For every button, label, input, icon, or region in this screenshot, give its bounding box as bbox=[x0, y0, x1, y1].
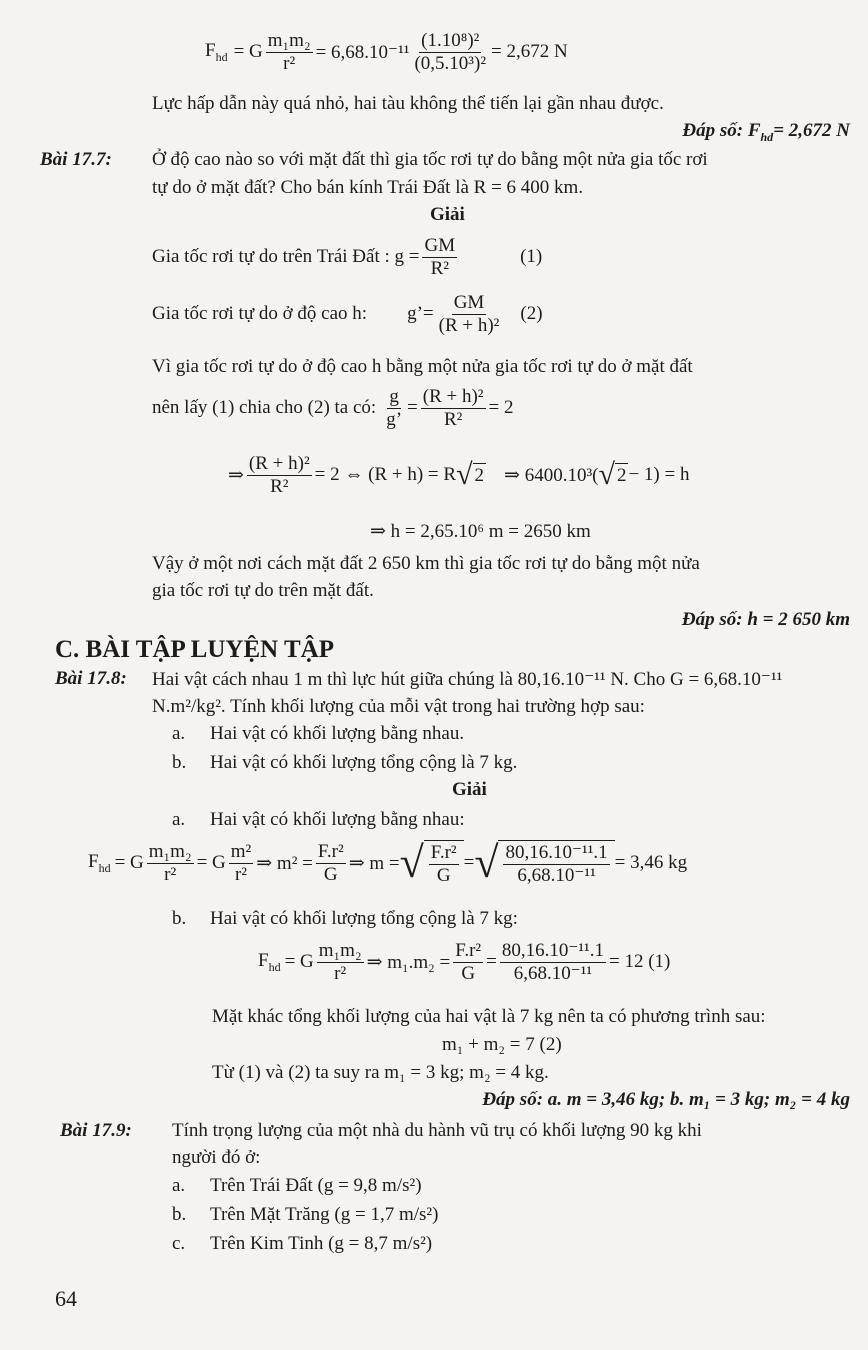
answer-17-7: Đáp số: h = 2 650 km bbox=[681, 609, 850, 630]
height-result: ⇒ h = 2,65.10⁶ m = 2650 km bbox=[370, 521, 591, 542]
equal-mass-eq: $F_{hd}$ = G $\frac{\text{m₁m₂}}{\text{r²}}$ = G $\frac{\text{m²}}{\text{r²}}$ ⇒ m² = $\frac{\text{F.r²}}{G}$ ⇒ m = √ $\frac{\text{F.r²}}{G}$ = √ $\frac{\text{80,16.10⁻¹¹.1}}{\text{6,68.10⁻¹¹}}$ = 3,46 kg bbox=[88, 838, 688, 888]
list-item-c-key: c. bbox=[172, 1233, 186, 1254]
list-item-c-text: Trên Kim Tinh (g = 8,7 m/s²) bbox=[210, 1233, 433, 1254]
conclusion-17-7-line1: Vậy ở một nơi cách mặt đất 2 650 km thì gia tốc rơi tự do bằng một nửa bbox=[152, 553, 700, 574]
list-item-b-text: Trên Mặt Trăng (g = 1,7 m/s²) bbox=[210, 1204, 439, 1225]
problem-text-17-8-line2: N.m²/kg². Tính khối lượng của mỗi vật trong hai trường hợp sau: bbox=[152, 696, 645, 717]
problem-text-17-8-line1: Hai vật cách nhau 1 m thì lực hút giữa chúng là 80,16.10⁻¹¹ N. Cho G = 6,68.10⁻¹¹ bbox=[152, 669, 783, 690]
item-text-b: Hai vật có khối lượng tổng cộng là 7 kg. bbox=[210, 752, 518, 773]
item-text-a: Hai vật có khối lượng bằng nhau. bbox=[210, 723, 465, 744]
solution-heading: Giải bbox=[430, 204, 465, 225]
problem-label-17-8: Bài 17.8: bbox=[55, 668, 127, 689]
result-value: = 2,672 N bbox=[491, 41, 568, 63]
total-mass-eq: $F_{hd}$ = G $\frac{\text{m₁m₂}}{\text{r²}}$ ⇒ m₁.m₂ = $\frac{\text{F.r²}}{G}$ = $\frac{\text{80,16.10⁻¹¹.1}}{\text{6,68.10⁻¹¹}}$ = 12 (1) bbox=[258, 940, 671, 984]
list-item-a-key: a. bbox=[172, 1175, 186, 1196]
top-equation bbox=[205, 30, 568, 75]
gravity-surface-eq: Gia tốc rơi tự do trên Trái Đất : g = $\frac{GM}{\text{R²}}$ (1) bbox=[152, 235, 543, 279]
solution-label-a: a. bbox=[172, 809, 186, 830]
value-fraction: $\frac{\text{(1.10⁸)²}}{\text{(0,5.10³)²}}$ bbox=[414, 30, 487, 74]
conclusion-17-7-line2: gia tốc rơi tự do trên mặt đất. bbox=[152, 580, 374, 601]
g-constant: = G bbox=[233, 41, 263, 63]
problem-label-17-7: Bài 17.7: bbox=[40, 149, 112, 170]
conclusion-line: Lực hấp dẫn này quá nhỏ, hai tàu không thể tiến lại gần nhau được. bbox=[152, 93, 664, 114]
answer-17-6: Đáp số: $F_{hd}= 2,672$ N bbox=[682, 120, 850, 144]
implication-eq: ⇒ $\frac{\text{(R + h)²}}{\text{R²}}$ = 2 ⇔ (R + h) = R √ 2 ⇒ 6400.10³( √ 2 − 1) = h bbox=[228, 453, 690, 497]
problem-label-17-9: Bài 17.9: bbox=[60, 1120, 132, 1141]
other-hand-line: Mặt khác tổng khối lượng của hai vật là 7 kg nên ta có phương trình sau: bbox=[212, 1006, 766, 1027]
mass-fraction: $\frac{\text{m₁m₂}}{\text{r²}}$ bbox=[267, 30, 311, 74]
solution-text-b: Hai vật có khối lượng tổng cộng là 7 kg: bbox=[210, 908, 518, 929]
ratio-eq: nên lấy (1) chia cho (2) ta có: $\frac{g}{g’}$ = $\frac{\text{(R + h)²}}{\text{R²}}$ = 2 bbox=[152, 386, 514, 430]
answer-17-8: Đáp số: a. m = 3,46 kg; b. m₁ = 3 kg; m₂ = 4 kg bbox=[482, 1089, 850, 1110]
force-symbol: $F_{hd}$ bbox=[205, 39, 228, 64]
solution-text-a: Hai vật có khối lượng bằng nhau: bbox=[210, 809, 465, 830]
problem-text-17-9-line1: Tính trọng lượng của một nhà du hành vũ trụ có khối lượng 90 kg khi bbox=[172, 1120, 702, 1141]
sum-equation: m₁ + m₂ = 7 (2) bbox=[442, 1034, 562, 1055]
derive-line: Từ (1) và (2) ta suy ra m₁ = 3 kg; m₂ = 4 kg. bbox=[212, 1062, 549, 1083]
item-label-b: b. bbox=[172, 752, 187, 773]
solution-label-b: b. bbox=[172, 908, 187, 929]
page-number: 64 bbox=[55, 1286, 77, 1311]
reason-line1: Vì gia tốc rơi tự do ở độ cao h bằng một nửa gia tốc rơi tự do ở mặt đất bbox=[152, 356, 693, 377]
problem-text-17-7-line2: tự do ở mặt đất? Cho bán kính Trái Đất là R = 6 400 km. bbox=[152, 177, 584, 198]
problem-text-17-9-line2: người đó ở: bbox=[172, 1147, 261, 1168]
list-item-a-text: Trên Trái Đất (g = 9,8 m/s²) bbox=[210, 1175, 422, 1196]
item-label-a: a. bbox=[172, 723, 186, 744]
solution-heading-17-8: Giải bbox=[452, 779, 487, 800]
gravity-height-eq: Gia tốc rơi tự do ở độ cao h: g’= $\frac{GM}{\text{(R + h)²}}$ (2) bbox=[152, 292, 543, 336]
section-heading-c: C. BÀI TẬP LUYỆN TẬP bbox=[55, 636, 334, 663]
list-item-b-key: b. bbox=[172, 1204, 187, 1225]
g-value: = 6,68.10⁻¹¹ bbox=[315, 41, 410, 63]
problem-text-17-7-line1: Ở độ cao nào so với mặt đất thì gia tốc rơi tự do bằng một nửa gia tốc rơi bbox=[152, 149, 708, 170]
